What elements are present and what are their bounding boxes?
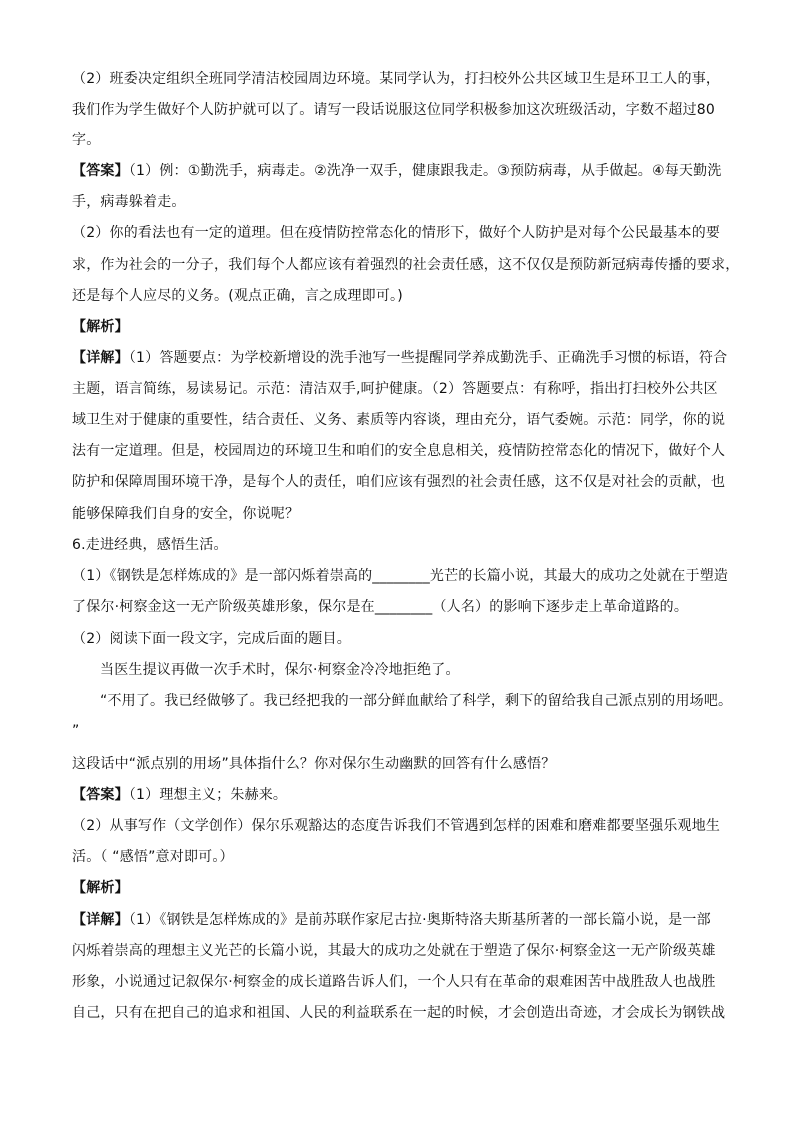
detail-6-line-1 bbox=[72, 911, 711, 929]
answer-6-line-3: 活。（ “感悟”意对即可。） bbox=[72, 849, 234, 865]
quote-line-2: “不用了。我已经做够了。我已经把我的一部分鲜血献给了科学，剩下的留给我自己派点别的用场吧。 bbox=[100, 693, 733, 709]
detail-5-line-5: 防护和保障周围环境干净，是每个人的责任，咱们应该有强烈的社会责任感，这不仅是对社会的贡献，也 bbox=[72, 474, 726, 490]
detail-5-line-6: 能够保障我们自身的安全，你说呢？ bbox=[72, 506, 300, 522]
question-6-2-line-2: 这段话中“派点别的用场”具体指什么？你对保尔生动幽默的回答有什么感悟？ bbox=[72, 756, 556, 772]
detail-5-line-4: 法有一定道理。但是，校园周边的环境卫生和咱们的安全息息相关，疫情防控常态化的情况下，做好个人 bbox=[72, 443, 726, 459]
answer-label-6: 【答案】 bbox=[72, 787, 129, 803]
question-6-title: 6.走进经典，感悟生活。 bbox=[72, 537, 228, 553]
question-5-2-line-1: （2）班委决定组织全班同学清洁校园周边环境。某同学认为，打扫校外公共区域卫生是环卫工人的事， bbox=[72, 71, 721, 87]
question-6-1-line-1: （1）《钢铁是怎样炼成的》是一部闪烁着崇高的________光芒的长篇小说，其最大的成功之处就在于塑造 bbox=[72, 568, 729, 584]
detail-5-line-1 bbox=[72, 349, 727, 367]
answer-5-line-5: 还是每个人应尽的义务。(观点正确，言之成理即可。) bbox=[72, 288, 403, 304]
answer-6-text-1: （1）理想主义；朱赫来。 bbox=[128, 787, 288, 803]
analysis-label-5: 【解析】 bbox=[72, 319, 129, 335]
question-6-1-line-2: 了保尔·柯察金这一无产阶级英雄形象，保尔是在________（人名）的影响下逐步走上革命道路的。 bbox=[72, 599, 689, 615]
detail-label: 【详解】 bbox=[72, 350, 129, 366]
detail-5-line-2: 主题，语言简练，易读易记。示范：清洁双手,呵护健康。（2）答题要点：有称呼，指出打扫校外公共区 bbox=[72, 381, 718, 397]
detail-5-text-1: （1）答题要点：为学校新增设的洗手池写一些提醒同学养成勤洗手、正确洗手习惯的标语，符合 bbox=[128, 350, 728, 366]
question-6-2-line-1: （2）阅读下面一段文字，完成后面的题目。 bbox=[72, 631, 351, 647]
answer-5-text-1: （1）例：①勤洗手，病毒走。②洗净一双手，健康跟我走。③预防病毒，从手做起。④每天勤洗 bbox=[128, 163, 722, 179]
answer-6-line-2: （2）从事写作（文学创作）保尔乐观豁达的态度告诉我们不管遇到怎样的困难和磨难都要坚强乐观地生 bbox=[72, 818, 721, 834]
analysis-label-6: 【解析】 bbox=[72, 880, 129, 896]
detail-6-line-4: 自己，只有在把自己的追求和祖国、人民的利益联系在一起的时候，才会创造出奇迹，才会成长为钢铁战 bbox=[72, 1005, 726, 1021]
detail-6-text-1: （1）《钢铁是怎样炼成的》是前苏联作家尼古拉·奥斯特洛夫斯基所著的一部长篇小说，是一部 bbox=[128, 912, 711, 928]
quote-line-3: ” bbox=[72, 723, 80, 739]
detail-6-line-2: 闪烁着崇高的理想主义光芒的长篇小说，其最大的成功之处就在于塑造了保尔·柯察金这一无产阶级英雄 bbox=[72, 943, 716, 959]
detail-label-6: 【详解】 bbox=[72, 912, 129, 928]
question-5-2-line-2: 我们作为学生做好个人防护就可以了。请写一段话说服这位同学积极参加这次班级活动，字数不超过80 bbox=[72, 102, 716, 118]
answer-5-line-3: （2）你的看法也有一定的道理。但在疫情防控常态化的情形下，做好个人防护是对每个公民最基本的要 bbox=[72, 225, 721, 241]
answer-5-line-1 bbox=[72, 162, 722, 180]
quote-line-1: 当医生提议再做一次手术时，保尔·柯察金冷冷地拒绝了。 bbox=[100, 662, 460, 678]
question-5-2-line-3: 字。 bbox=[72, 132, 101, 148]
answer-6-line-1 bbox=[72, 786, 287, 804]
answer-label: 【答案】 bbox=[72, 163, 129, 179]
detail-5-line-3: 域卫生对于健康的重要性，结合责任、义务、素质等内容谈，理由充分，语气委婉。示范：同学，你的说 bbox=[72, 412, 726, 428]
answer-5-line-4: 求，作为社会的一分子，我们每个人都应该有着强烈的社会责任感，这不仅仅是预防新冠病毒传播的要求， bbox=[72, 257, 740, 273]
detail-6-line-3: 形象，小说通过记叙保尔·柯察金的成长道路告诉人们，一个人只有在革命的艰难困苦中战胜敌人也战胜 bbox=[72, 974, 716, 990]
answer-5-line-2: 手，病毒躲着走。 bbox=[72, 194, 186, 210]
